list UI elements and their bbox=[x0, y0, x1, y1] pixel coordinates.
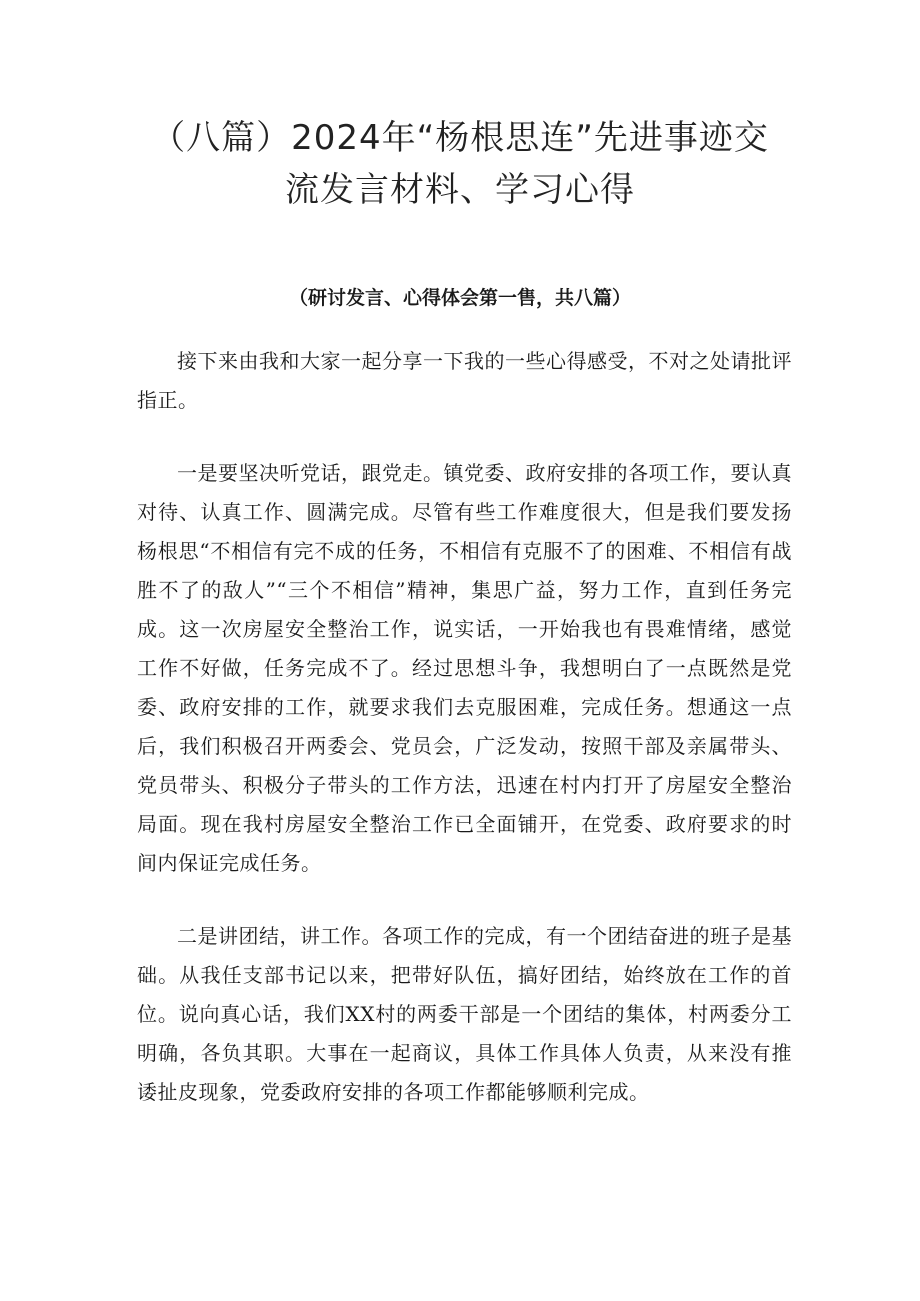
paragraph-intro: 接下来由我和大家一起分享一下我的一些心得感受，不对之处请批评指正。 bbox=[137, 349, 792, 412]
document-body bbox=[137, 342, 792, 1146]
paragraph-point-two: 二是讲团结，讲工作。各项工作的完成，有一个团结奋进的班子是基础。从我任支部书记以来，把带好队伍，搞好团结，始终放在工作的首位。说向真心话，我们XX村的两委干部是一个团结的集体，村两委分工明确，各负其职。大事在一起商议，具体工作具体人负责，从来没有推诿扯皮现象，党委政府安排的各项工作都能够顺利完成。 bbox=[137, 924, 792, 1104]
document-subtitle: （研讨发言、心得体会第一售，共八篇） bbox=[288, 287, 631, 309]
document-title-line-1: （八篇）2024年“杨根思连”先进事迹交 bbox=[151, 118, 769, 158]
paragraph-point-one: 一是要坚决听党话，跟党走。镇党委、政府安排的各项工作，要认真对待、认真工作、圆满完成。尽管有些工作难度很大，但是我们要发扬杨根思“不相信有完不成的任务，不相信有克服不了的困难、不相信有战胜不了的敌人”“三个不相信”精神，集思广益，努力工作，直到任务完成。这一次房屋安全整治工作，说实话，一开始我也有畏难情绪，感觉工作不好做，任务完成不了。经过思想斗争，我想明白了一点既然是党委、政府安排的工作，就要求我们去克服困难，完成任务。想通这一点后，我们积极召开两委会、党员会，广泛发动，按照干部及亲属带头、党员带头、积极分子带头的工作方法，迅速在村内打开了房屋安全整治局面。现在我村房屋安全整治工作已全面铺开，在党委、政府要求的时间内保证完成任务。 bbox=[137, 461, 792, 875]
document-title-line-2: 流发言材料、学习心得 bbox=[285, 170, 635, 210]
